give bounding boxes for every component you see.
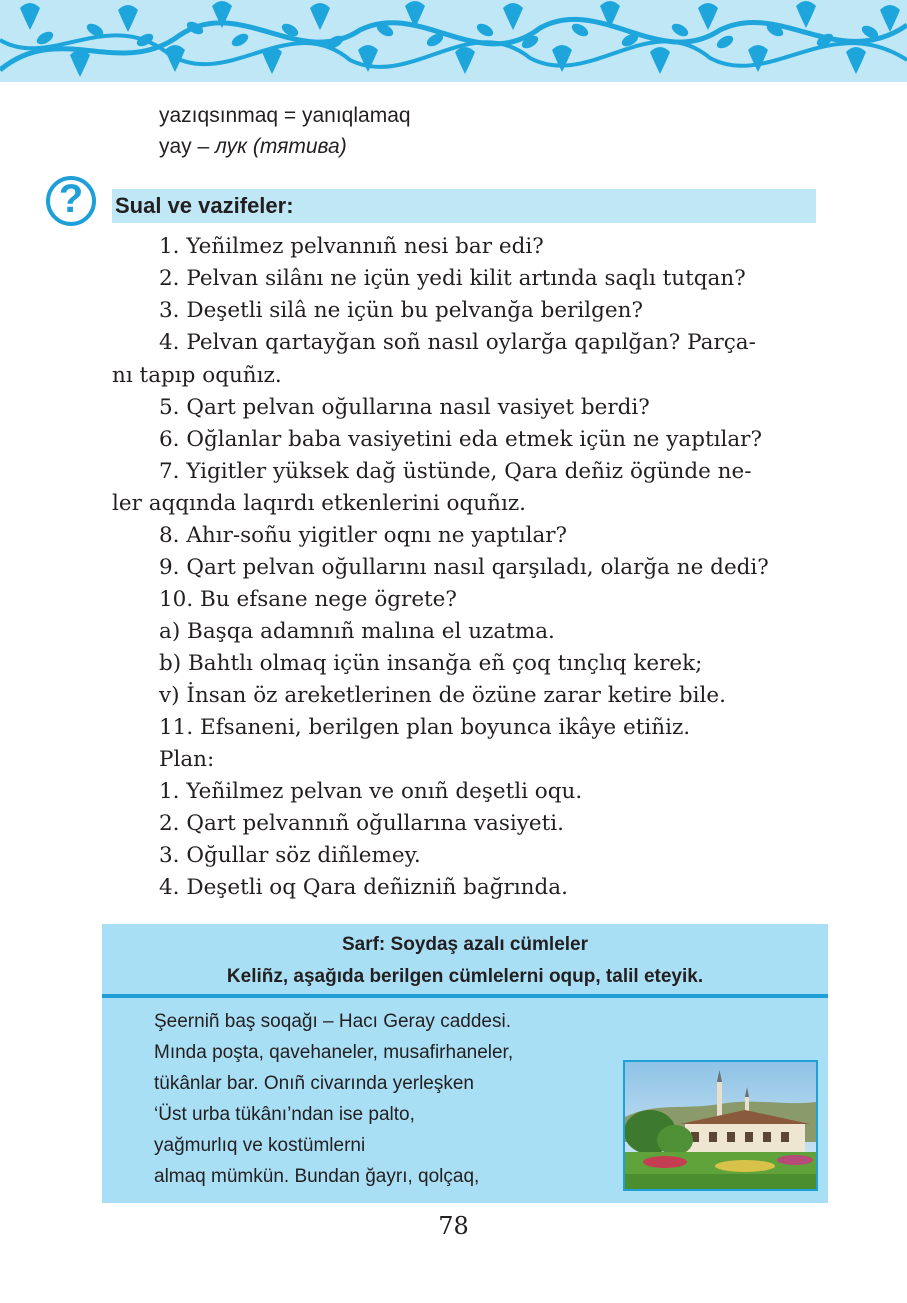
question-mark-icon <box>46 176 96 226</box>
glossary-term: yazıqsınmaq = yanıqlamaq <box>159 104 411 127</box>
grammar-box-divider <box>102 994 828 998</box>
example-line: ‘Üst urba tükânı’ndan ise palto, <box>154 1104 415 1125</box>
question-line: 5. Qart pelvan oğullarına nasıl vasiyet berdi? <box>159 395 650 420</box>
question-line: 2. Qart pelvannıñ oğullarına vasiyeti. <box>159 811 564 836</box>
palace-photo-icon <box>625 1062 816 1189</box>
grammar-box-title: Sarf: Soydaş azalı cümleler <box>341 934 589 955</box>
question-line: 10. Bu efsane nege ögrete? <box>159 587 457 612</box>
example-line: yağmurlıq ve kostümlerni <box>154 1135 366 1156</box>
question-line: 1. Yeñilmez pelvannıñ nesi bar edi? <box>159 234 544 259</box>
question-line: 4. Pelvan qartayğan soñ nasıl oylarğa qapılğan? Parça- <box>159 330 756 355</box>
palace-photo <box>623 1060 818 1191</box>
question-line: b) Bahtlı olmaq içün insanğa eñ çoq tınçlıq kerek; <box>159 651 703 676</box>
question-line: 4. Deşetli oq Qara deñizniñ bağrında. <box>159 875 568 900</box>
question-line: 3. Deşetli silâ ne içün bu pelvanğa berilgen? <box>159 298 643 323</box>
glossary-line-1 <box>159 104 411 128</box>
question-line: v) İnsan öz areketlerinen de özüne zarar ketire bile. <box>159 683 726 708</box>
question-line: 1. Yeñilmez pelvan ve onıñ deşetli oqu. <box>159 779 583 804</box>
question-line: 8. Ahır-soñu yigitler oqnı ne yaptılar? <box>159 523 568 548</box>
question-line: 11. Efsaneni, berilgen plan boyunca ikâye etiñiz. <box>159 715 691 740</box>
question-line: 3. Oğullar söz diñlemey. <box>159 843 421 868</box>
question-line: nı tapıp oquñız. <box>112 363 282 388</box>
glossary-line-2 <box>159 135 347 159</box>
example-line: Mında poşta, qavehaneler, musafirhaneler, <box>154 1042 514 1063</box>
floral-ornament-icon <box>0 0 907 82</box>
question-line: 9. Qart pelvan oğullarını nasıl qarşıladı, olarğa ne dedi? <box>159 555 769 580</box>
floral-banner <box>0 0 907 82</box>
example-line: tükânlar bar. Onıñ civarında yerleşken <box>154 1073 475 1094</box>
question-line: a) Başqa adamnıñ malına el uzatma. <box>159 619 555 644</box>
example-line: almaq mümkün. Bundan ğayrı, qolçaq, <box>154 1166 480 1187</box>
question-line: 2. Pelvan silânı ne içün yedi kilit artında saqlı tutqan? <box>159 266 746 291</box>
grammar-box <box>102 924 828 1203</box>
grammar-box-subtitle: Keliñz, aşağıda berilgen cümlelerni oqup, talil eteyik. <box>226 966 704 987</box>
page-number: 78 <box>438 1212 469 1240</box>
glossary-translation: лук (тятива) <box>215 135 347 158</box>
question-line: 7. Yigitler yüksek dağ üstünde, Qara deñiz ögünde ne- <box>159 459 752 484</box>
question-line: ler aqqında laqırdı etkenlerini oquñız. <box>112 491 526 516</box>
glossary-term: yay – <box>159 135 216 158</box>
question-line: 6. Oğlanlar baba vasiyetini eda etmek içün ne yaptılar? <box>159 427 762 452</box>
question-line: Plan: <box>159 747 215 772</box>
questions-title: Sual ve vazifeler: <box>112 189 816 223</box>
example-line: Şeerniñ baş soqağı – Hacı Geray caddesi. <box>154 1011 511 1032</box>
question-glyph: ? <box>58 177 84 221</box>
